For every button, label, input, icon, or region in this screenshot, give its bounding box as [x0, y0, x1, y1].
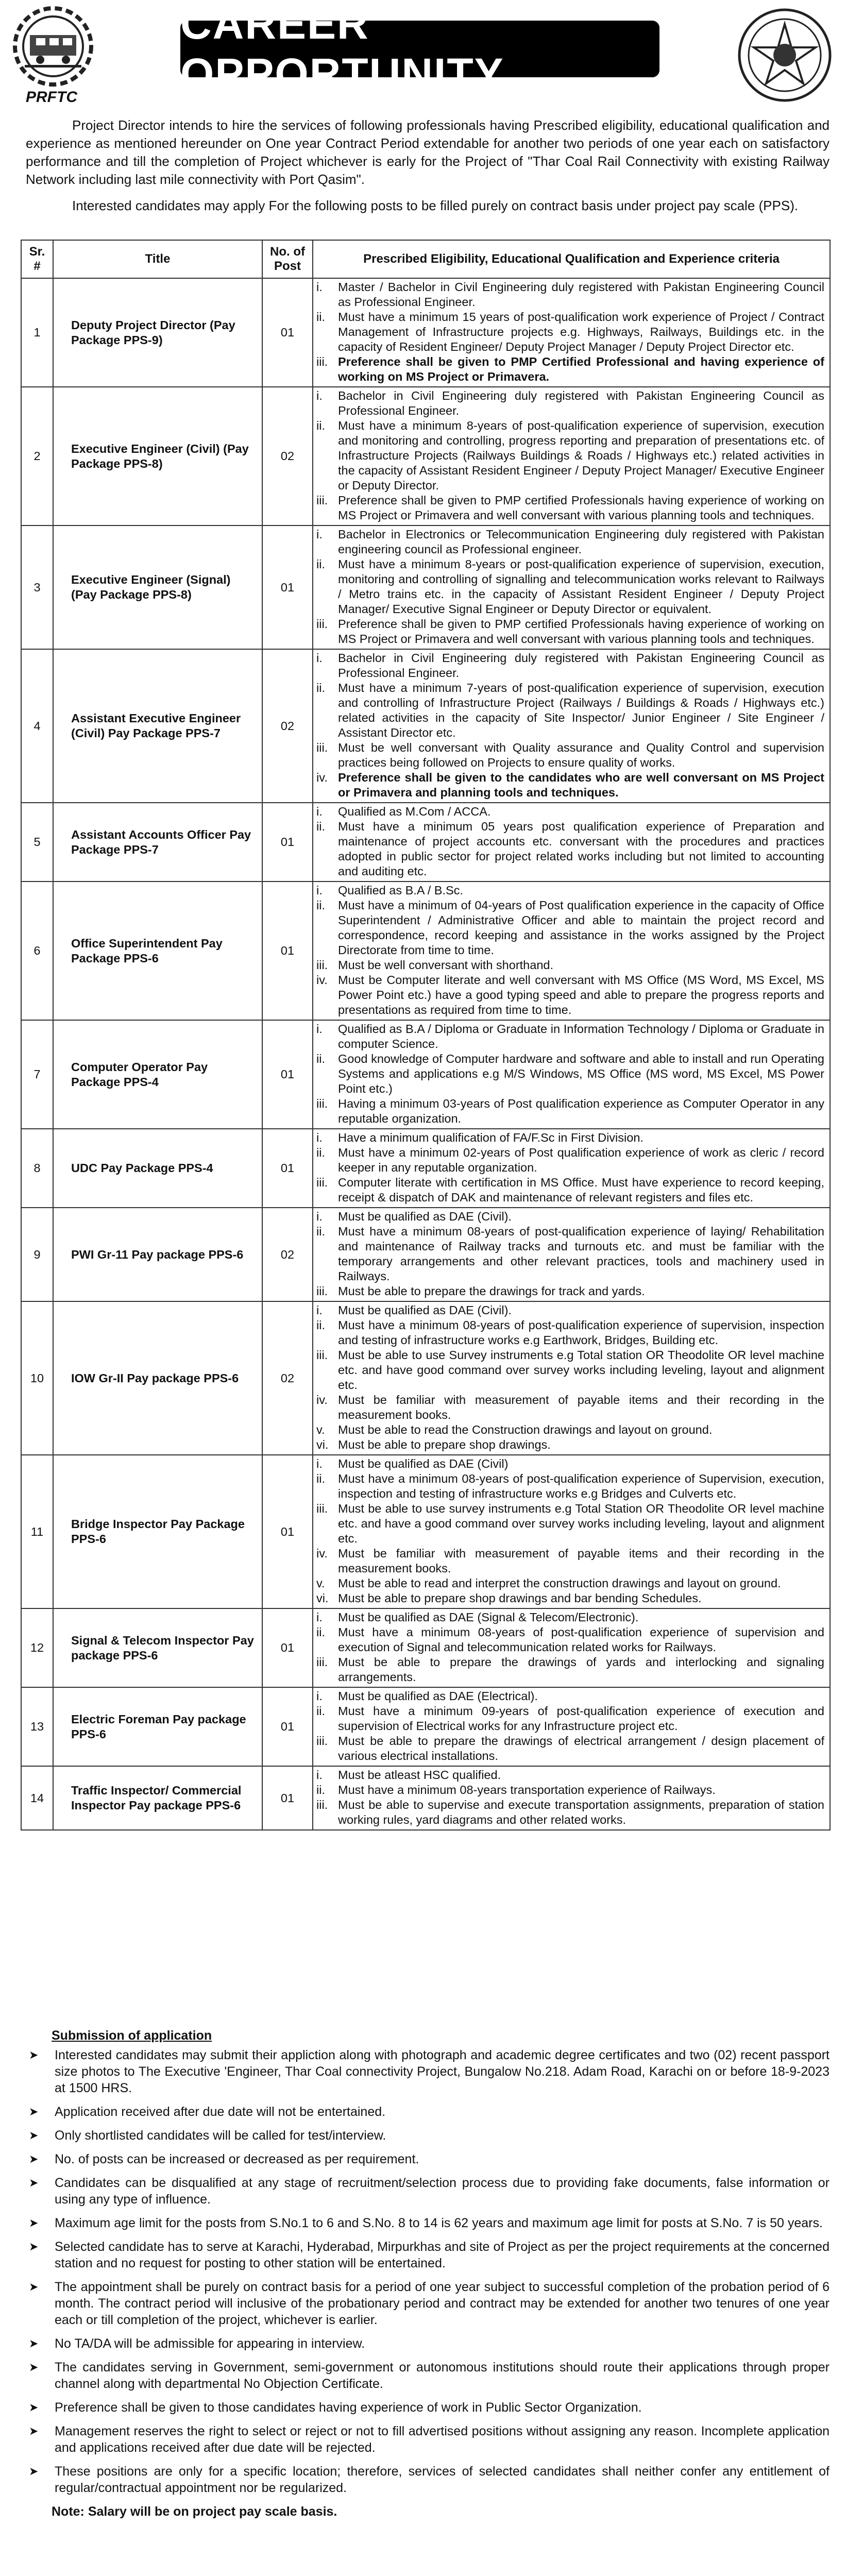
row-post-count: 01: [262, 1129, 313, 1208]
criteria-item: [316, 617, 824, 647]
criteria-text: Must be able to use survey instruments e.g Total Station OR Theodolite OR level machine etc. and have a good command over survey works including leveling, layout and alignment etc.: [338, 1502, 824, 1545]
row-sr-number: 9: [21, 1208, 53, 1301]
criteria-number: ii.: [316, 1225, 325, 1238]
criteria-text: Must be qualified as DAE (Signal & Telecom/Electronic).: [338, 1611, 639, 1624]
table-row: [21, 1301, 830, 1455]
criteria-item: [316, 898, 824, 958]
criteria-number: ii.: [316, 419, 325, 432]
criteria-text: Must be well conversant with shorthand.: [338, 958, 553, 972]
criteria-item: [316, 557, 824, 617]
row-post-count: 01: [262, 1455, 313, 1608]
criteria-list: [316, 1303, 824, 1452]
submission-text: No. of posts can be increased or decreased as per requirement.: [55, 2152, 419, 2166]
submission-item: [26, 2335, 830, 2352]
criteria-text: Must be able to read and interpret the construction drawings and layout on ground.: [338, 1577, 781, 1590]
row-criteria: [313, 1766, 830, 1830]
arrow-bullet-icon: ➤: [29, 2048, 39, 2061]
train-gear-logo: [9, 4, 97, 97]
row-criteria: [313, 1608, 830, 1687]
submission-list: [26, 2047, 830, 2496]
row-post-title: Computer Operator Pay Package PPS-4: [53, 1020, 262, 1129]
criteria-item: [316, 770, 824, 800]
table-row: [21, 882, 830, 1020]
header: [0, 0, 846, 106]
criteria-text: Master / Bachelor in Civil Engineering duly registered with Pakistan Engineering Council as Professional Engineer.: [338, 280, 824, 309]
arrow-bullet-icon: ➤: [29, 2361, 39, 2374]
criteria-text: Qualified as M.Com / ACCA.: [338, 805, 491, 818]
criteria-number: iii.: [316, 1284, 328, 1298]
criteria-item: [316, 651, 824, 681]
criteria-list: [316, 651, 824, 800]
criteria-number: iii.: [316, 741, 328, 754]
criteria-number: ii.: [316, 557, 325, 571]
arrow-bullet-icon: ➤: [29, 2240, 39, 2253]
arrow-bullet-icon: ➤: [29, 2129, 39, 2142]
submission-item: [26, 2104, 830, 2120]
criteria-number: i.: [316, 1303, 323, 1317]
criteria-text: Preference shall be given to the candidates who are well conversant on MS Project or Primavera and planning tools and techniques.: [338, 771, 824, 799]
criteria-item: [316, 1052, 824, 1096]
criteria-number: ii.: [316, 899, 325, 912]
criteria-number: iii.: [316, 494, 328, 507]
row-sr-number: 12: [21, 1608, 53, 1687]
table-row: [21, 1608, 830, 1687]
row-post-count: 01: [262, 882, 313, 1020]
row-post-count: 02: [262, 649, 313, 803]
criteria-item: [316, 1591, 824, 1606]
criteria-number: iii.: [316, 958, 328, 972]
criteria-text: Must have a minimum 8-years or post-qualification experience of supervision, execution, monitoring and controlling of signalling and telecommunication works relevant to Railways / Metro trains etc. in the capacity of Assistant Resident Engineer / Deputy Project Manager/ Executive Signal Engineer or Deputy Director or equivalent.: [338, 557, 824, 616]
criteria-number: i.: [316, 1210, 323, 1223]
row-post-count: 01: [262, 526, 313, 649]
criteria-text: Must have a minimum 05 years post qualification experience of Preparation and maintenance of project accounts etc. conversant with the procedures and practices adopted in public sector for project related works including but not limited to accounting and auditing etc.: [338, 820, 824, 878]
criteria-number: ii.: [316, 1625, 325, 1639]
criteria-text: Must have a minimum 02-years of Post qualification experience of work as cleric / record keeper in any reputable organization.: [338, 1146, 824, 1174]
criteria-text: Must be qualified as DAE (Civil): [338, 1457, 509, 1470]
criteria-number: iii.: [316, 355, 328, 368]
criteria-number: ii.: [316, 1318, 325, 1332]
criteria-item: [316, 1704, 824, 1734]
criteria-item: [316, 1096, 824, 1126]
criteria-text: Preference shall be given to PMP certified Professionals having experience of working on MS Project or Primavera and well conversant with various planning tools and techniques.: [338, 617, 824, 646]
row-criteria: [313, 882, 830, 1020]
header-title: Title: [53, 240, 262, 278]
submission-text: Management reserves the right to select or reject or not to fill advertised positions without assigning any reason. Incomplete application and applications received after due date will be rejected.: [55, 2424, 830, 2455]
criteria-number: ii.: [316, 820, 325, 833]
logo-caption: PRFTC: [26, 89, 77, 106]
row-sr-number: 7: [21, 1020, 53, 1129]
row-post-count: 01: [262, 1608, 313, 1687]
criteria-text: Must be qualified as DAE (Civil).: [338, 1210, 512, 1223]
criteria-item: [316, 973, 824, 1018]
criteria-number: i.: [316, 805, 323, 818]
criteria-number: iv.: [316, 973, 328, 987]
submission-item: [26, 2047, 830, 2096]
submission-heading: Submission of application: [52, 2028, 212, 2043]
criteria-item: [316, 883, 824, 898]
table-row: [21, 1208, 830, 1301]
criteria-item: [316, 1501, 824, 1546]
criteria-text: Must be qualified as DAE (Civil).: [338, 1303, 512, 1317]
intro-text: [26, 116, 830, 223]
row-sr-number: 2: [21, 387, 53, 526]
criteria-text: Have a minimum qualification of FA/F.Sc in First Division.: [338, 1131, 644, 1144]
submission-item: [26, 2359, 830, 2392]
row-sr-number: 10: [21, 1301, 53, 1455]
row-criteria: [313, 278, 830, 387]
table-row: [21, 1766, 830, 1830]
criteria-list: [316, 1209, 824, 1299]
row-post-title: Traffic Inspector/ Commercial Inspector Pay package PPS-6: [53, 1766, 262, 1830]
row-sr-number: 5: [21, 803, 53, 882]
criteria-item: [316, 1224, 824, 1284]
criteria-text: Bachelor in Civil Engineering duly registered with Pakistan Engineering Council as Professional Engineer.: [338, 651, 824, 680]
table-row: [21, 1455, 830, 1608]
criteria-text: Good knowledge of Computer hardware and software and able to install and run Operating Systems and applications e.g M/S Windows, MS Office (MS word, MS Excel, MS Power Point etc.): [338, 1052, 824, 1095]
header-posts: No. of Post: [262, 240, 313, 278]
criteria-list: [316, 1022, 824, 1126]
criteria-text: Must have a minimum 08-years of post-qualification experience of supervision, inspection and testing of infrastructure works e.g Earthwork, Bridges, Building etc.: [338, 1318, 824, 1347]
criteria-number: vi.: [316, 1591, 329, 1605]
header-criteria: Prescribed Eligibility, Educational Qualification and Experience criteria: [313, 240, 830, 278]
criteria-item: [316, 527, 824, 557]
row-post-count: 02: [262, 1208, 313, 1301]
criteria-text: Must have a minimum 08-years of post-qualification experience of laying/ Rehabilitation and maintenance of Railway tracks and turnouts etc. and must be familiar with the temporary arrangements and other relevant practices, tools and machinery used in Railways.: [338, 1225, 824, 1283]
arrow-bullet-icon: ➤: [29, 2401, 39, 2414]
criteria-text: Preference shall be given to PMP Certified Professional and having experience of working on MS Project or Primavera.: [338, 355, 824, 383]
criteria-text: Computer literate with certification in MS Office. Must have experience to record keeping, receipt & dispatch of DAK and maintenance of relevant registers and files etc.: [338, 1176, 824, 1204]
criteria-item: [316, 1689, 824, 1704]
arrow-bullet-icon: ➤: [29, 2105, 39, 2118]
criteria-number: iv.: [316, 1547, 328, 1560]
criteria-number: i.: [316, 1689, 323, 1703]
intro-paragraph-2: Interested candidates may apply For the following posts to be filled purely on contract basis under project pay scale (PPS).: [72, 198, 799, 213]
row-criteria: [313, 1129, 830, 1208]
criteria-item: [316, 1798, 824, 1827]
criteria-list: [316, 1689, 824, 1764]
criteria-text: Must have a minimum 08-years of post-qualification experience of supervision and execution of Signal and telecommunication related works for Railways.: [338, 1625, 824, 1654]
criteria-item: [316, 493, 824, 523]
criteria-number: i.: [316, 280, 323, 294]
row-sr-number: 11: [21, 1455, 53, 1608]
criteria-number: iv.: [316, 1393, 328, 1406]
arrow-bullet-icon: ➤: [29, 2216, 39, 2229]
submission-text: Maximum age limit for the posts from S.No.1 to 6 and S.No. 8 to 14 is 62 years and maximum age limit for posts at S.No. 7 is 50 years.: [55, 2216, 823, 2230]
table-row: [21, 1020, 830, 1129]
submission-item: [26, 2423, 830, 2456]
table-header-row: [21, 240, 830, 278]
criteria-number: ii.: [316, 1704, 325, 1718]
arrow-bullet-icon: ➤: [29, 2425, 39, 2437]
arrow-bullet-icon: ➤: [29, 2153, 39, 2165]
criteria-number: i.: [316, 1457, 323, 1470]
criteria-number: ii.: [316, 1783, 325, 1797]
arrow-bullet-icon: ➤: [29, 2176, 39, 2189]
submission-text: Application received after due date will not be entertained.: [55, 2105, 386, 2119]
row-sr-number: 3: [21, 526, 53, 649]
criteria-item: [316, 1783, 824, 1798]
row-post-count: 01: [262, 1766, 313, 1830]
row-post-count: 01: [262, 803, 313, 882]
submission-item: [26, 2175, 830, 2208]
criteria-number: iii.: [316, 1734, 328, 1748]
criteria-text: Must be able to prepare shop drawings and bar bending Schedules.: [338, 1591, 702, 1605]
page-title-banner: [180, 0, 659, 98]
row-post-title: Bridge Inspector Pay Package PPS-6: [53, 1455, 262, 1608]
intro-paragraph-1: Project Director intends to hire the services of following professionals having Prescribed eligibility, educational qualification and experience as mentioned hereunder on One year Contract Period extendable for another two periods of one year each on satisfactory performance and till the completion of Project whichever is early for the Project of "Thar Coal Rail Connectivity with existing Railway Network including last mile connectivity with Port Qasim".: [26, 117, 830, 187]
criteria-number: iii.: [316, 1176, 328, 1189]
criteria-text: Bachelor in Electronics or Telecommunication Engineering duly registered with Pakistan engineering council as Professional engineer.: [338, 528, 824, 556]
criteria-item: [316, 1422, 824, 1437]
row-post-count: 02: [262, 387, 313, 526]
criteria-item: [316, 958, 824, 973]
row-post-title: IOW Gr-II Pay package PPS-6: [53, 1301, 262, 1455]
criteria-number: iii.: [316, 1798, 328, 1811]
criteria-item: [316, 1022, 824, 1052]
criteria-text: Must be able to read the Construction drawings and layout on ground.: [338, 1423, 713, 1436]
row-criteria: [313, 526, 830, 649]
criteria-item: [316, 1209, 824, 1224]
criteria-item: [316, 1175, 824, 1205]
criteria-number: iv.: [316, 771, 328, 784]
government-seal-logo: [736, 6, 834, 104]
criteria-list: [316, 1768, 824, 1827]
salary-note: Note: Salary will be on project pay scale basis.: [52, 2504, 337, 2519]
criteria-item: [316, 1625, 824, 1655]
row-post-title: Electric Foreman Pay package PPS-6: [53, 1687, 262, 1766]
row-criteria: [313, 387, 830, 526]
row-post-count: 01: [262, 1687, 313, 1766]
criteria-item: [316, 1437, 824, 1452]
submission-item: [26, 2399, 830, 2416]
submission-item: [26, 2239, 830, 2272]
criteria-list: [316, 1610, 824, 1685]
criteria-list: [316, 527, 824, 647]
row-sr-number: 8: [21, 1129, 53, 1208]
posts-table: [21, 240, 831, 1831]
table-row: [21, 1129, 830, 1208]
criteria-item: [316, 310, 824, 354]
row-criteria: [313, 1208, 830, 1301]
criteria-item: [316, 681, 824, 740]
submission-item: [26, 2127, 830, 2144]
criteria-text: Must be able to use Survey instruments e.g Total station OR Theodolite OR level machine etc. and have good command over survey works including leveling, layout and alignment etc.: [338, 1348, 824, 1392]
criteria-list: [316, 804, 824, 879]
criteria-text: Preference shall be given to PMP certified Professionals having experience of working on MS Project or Primavera and well conversant with various planning tools and techniques.: [338, 494, 824, 522]
criteria-number: i.: [316, 1611, 323, 1624]
submission-item: [26, 2463, 830, 2496]
criteria-number: ii.: [316, 310, 325, 324]
criteria-text: Must be familiar with measurement of payable items and their recording in the measurement books.: [338, 1393, 824, 1421]
criteria-item: [316, 1145, 824, 1175]
submission-text: Preference shall be given to those candidates having experience of work in Public Sector Organization.: [55, 2400, 642, 2415]
criteria-number: iii.: [316, 617, 328, 631]
criteria-number: iii.: [316, 1348, 328, 1362]
criteria-item: [316, 1734, 824, 1764]
criteria-number: vi.: [316, 1438, 329, 1451]
submission-text: These positions are only for a specific location; therefore, services of selected candidates shall neither confer any entitlement of regular/contractual appointment nor be regularized.: [55, 2464, 830, 2495]
criteria-text: Must have a minimum 8-years of post-qualification experience of supervision, execution and monitoring and controlling, progress reporting and preparation of presentations etc. of Infrastructure Projects (Railways Buildings & Roads / Highways etc.) related activities in the capacity of Assistant Resident Engineer / Deputy Project Manager/ Executive Engineer or Deputy Director.: [338, 419, 824, 492]
criteria-text: Must be able to prepare the drawings for track and yards.: [338, 1284, 645, 1298]
criteria-number: i.: [316, 1131, 323, 1144]
row-sr-number: 13: [21, 1687, 53, 1766]
criteria-text: Must have a minimum 15 years of post-qualification work experience of Project / Contract Management of Infrastructure projects e.g. Highways, Railways, Buildings etc. in the capacity of Resident Engineer/ Deputy Project Manager / Deputy Project Director etc.: [338, 310, 824, 353]
criteria-list: [316, 388, 824, 523]
table-row: [21, 1687, 830, 1766]
criteria-item: [316, 1471, 824, 1501]
criteria-text: Must be able to prepare the drawings of electrical arrangement / design placement of various electrical installations.: [338, 1734, 824, 1762]
criteria-number: ii.: [316, 1052, 325, 1065]
criteria-text: Must have a minimum of 04-years of Post qualification experience in the capacity of Office Superintendent / Administrative Officer and able to maintain the project record and correspondence, record keeping and assistance in the works assigned by the Project Directorate from time to time.: [338, 899, 824, 957]
criteria-item: [316, 1393, 824, 1422]
criteria-number: ii.: [316, 1146, 325, 1159]
arrow-bullet-icon: ➤: [29, 2280, 39, 2293]
criteria-list: [316, 1130, 824, 1205]
criteria-item: [316, 1768, 824, 1783]
submission-text: The appointment shall be purely on contract basis for a period of one year subject to successful completion of the probation period of 6 month. The contract period will inclusive of the probationary period and contract may be extended for another two tenures of one year each or till completion of the project, whichever is earlier.: [55, 2280, 830, 2327]
criteria-text: Must be qualified as DAE (Electrical).: [338, 1689, 538, 1703]
row-criteria: [313, 1455, 830, 1608]
submission-item: [26, 2151, 830, 2167]
row-sr-number: 14: [21, 1766, 53, 1830]
submission-text: Selected candidate has to serve at Karachi, Hyderabad, Mirpurkhas and site of Project as per the project requirements at the concerned station and no request for posting to other station will be entertained.: [55, 2240, 830, 2270]
criteria-number: i.: [316, 651, 323, 665]
criteria-text: Must be familiar with measurement of payable items and their recording in the measurement books.: [338, 1547, 824, 1575]
submission-text: Interested candidates may submit their appliction along with photograph and academic degree certificates and two (02) recent passport size photos to The Executive 'Engineer, Thar Coal connectivity Project, Bungalow No.218. Adam Road, Karachi on or before 18-9-2023 at 1500 HRS.: [55, 2048, 830, 2095]
criteria-text: Must be able to prepare the drawings of yards and interlocking and signaling arrangements.: [338, 1655, 824, 1684]
criteria-text: Must be well conversant with Quality assurance and Quality Control and supervision practices being followed on Projects to ensure quality of works.: [338, 741, 824, 769]
criteria-number: i.: [316, 389, 323, 402]
submission-text: Candidates can be disqualified at any stage of recruitment/selection process due to providing fake documents, false information or using any type of influence.: [55, 2176, 830, 2207]
criteria-number: i.: [316, 884, 323, 897]
row-post-count: 02: [262, 1301, 313, 1455]
criteria-list: [316, 280, 824, 384]
criteria-text: Qualified as B.A / B.Sc.: [338, 884, 463, 897]
criteria-number: iii.: [316, 1097, 328, 1110]
criteria-text: Qualified as B.A / Diploma or Graduate in Information Technology / Diploma or Graduate in computer Science.: [338, 1022, 824, 1050]
criteria-list: [316, 1456, 824, 1606]
criteria-item: [316, 388, 824, 418]
criteria-number: iii.: [316, 1502, 328, 1515]
row-post-title: Signal & Telecom Inspector Pay package PPS-6: [53, 1608, 262, 1687]
row-post-title: PWI Gr-11 Pay package PPS-6: [53, 1208, 262, 1301]
criteria-number: ii.: [316, 681, 325, 694]
submission-item: [26, 2215, 830, 2231]
criteria-number: v.: [316, 1577, 325, 1590]
criteria-item: [316, 418, 824, 493]
row-sr-number: 4: [21, 649, 53, 803]
criteria-list: [316, 883, 824, 1018]
table-row: [21, 803, 830, 882]
criteria-text: Bachelor in Civil Engineering duly registered with Pakistan Engineering Council as Professional Engineer.: [338, 389, 824, 417]
row-sr-number: 1: [21, 278, 53, 387]
row-criteria: [313, 1687, 830, 1766]
submission-text: The candidates serving in Government, semi-government or autonomous institutions should route their applications through proper channel along with departmental No Objection Certificate.: [55, 2360, 830, 2391]
row-post-title: Executive Engineer (Civil) (Pay Package PPS-8): [53, 387, 262, 526]
criteria-item: [316, 1284, 824, 1299]
submission-text: No TA/DA will be admissible for appearing in interview.: [55, 2336, 365, 2351]
criteria-item: [316, 280, 824, 310]
criteria-text: Must be able to supervise and execute transportation assignments, preparation of station working rules, yard diagrams and other related works.: [338, 1798, 824, 1826]
criteria-text: Must have a minimum 7-years of post-qualification experience of supervision, execution and controlling of Infrastructure Project (Railways / Buildings & Roads / Highways etc.) related activities in the capacity of Site Inspector/ Junior Engineer / Site Engineer / Assistant Director etc.: [338, 681, 824, 739]
criteria-text: Must be atleast HSC qualified.: [338, 1768, 501, 1782]
row-post-title: Office Superintendent Pay Package PPS-6: [53, 882, 262, 1020]
row-post-title: Deputy Project Director (Pay Package PPS-9): [53, 278, 262, 387]
row-sr-number: 6: [21, 882, 53, 1020]
row-criteria: [313, 803, 830, 882]
criteria-number: v.: [316, 1423, 325, 1436]
table-row: [21, 278, 830, 387]
table-row: [21, 387, 830, 526]
criteria-item: [316, 1456, 824, 1471]
criteria-text: Must have a minimum 09-years of post-qualification experience of execution and supervision of Electrical works for any Infrastructure project etc.: [338, 1704, 824, 1733]
criteria-number: i.: [316, 528, 323, 541]
criteria-item: [316, 1348, 824, 1393]
row-post-title: Assistant Executive Engineer (Civil) Pay Package PPS-7: [53, 649, 262, 803]
criteria-item: [316, 354, 824, 384]
row-post-count: 01: [262, 1020, 313, 1129]
submission-section: [26, 2027, 830, 2520]
row-post-title: Assistant Accounts Officer Pay Package PPS-7: [53, 803, 262, 882]
row-criteria: [313, 1020, 830, 1129]
table-row: [21, 649, 830, 803]
criteria-number: i.: [316, 1022, 323, 1036]
criteria-number: i.: [316, 1768, 323, 1782]
criteria-text: Must have a minimum 08-years of post-qualification experience of Supervision, execution, inspection and testing of infrastructure works e.g Bridges and Culverts etc.: [338, 1472, 824, 1500]
row-criteria: [313, 1301, 830, 1455]
criteria-item: [316, 819, 824, 879]
criteria-item: [316, 1303, 824, 1318]
criteria-text: Having a minimum 03-years of Post qualification experience as Computer Operator in any reputable organization.: [338, 1097, 824, 1125]
criteria-number: ii.: [316, 1472, 325, 1485]
criteria-item: [316, 1610, 824, 1625]
arrow-bullet-icon: ➤: [29, 2465, 39, 2478]
criteria-item: [316, 1576, 824, 1591]
header-sr: Sr. #: [21, 240, 53, 278]
submission-item: [26, 2279, 830, 2328]
criteria-item: [316, 740, 824, 770]
criteria-number: iii.: [316, 1655, 328, 1669]
criteria-item: [316, 1546, 824, 1576]
submission-text: Only shortlisted candidates will be called for test/interview.: [55, 2128, 386, 2143]
criteria-item: [316, 1130, 824, 1145]
criteria-text: Must be able to prepare shop drawings.: [338, 1438, 551, 1451]
table-body: [21, 278, 830, 1830]
criteria-item: [316, 1655, 824, 1685]
criteria-item: [316, 804, 824, 819]
row-post-count: 01: [262, 278, 313, 387]
criteria-item: [316, 1318, 824, 1348]
row-post-title: Executive Engineer (Signal) (Pay Package PPS-8): [53, 526, 262, 649]
row-post-title: UDC Pay Package PPS-4: [53, 1129, 262, 1208]
table-row: [21, 526, 830, 649]
criteria-text: Must be Computer literate and well conversant with MS Office (MS Word, MS Excel, MS Power Point etc.) have a good typing speed and able to prepare the progress reports and presentations as required from time to time.: [338, 973, 824, 1016]
criteria-text: Must have a minimum 08-years transportation experience of Railways.: [338, 1783, 716, 1797]
arrow-bullet-icon: ➤: [29, 2337, 39, 2350]
page-title: CAREER OPPORTUNITY: [180, 0, 504, 98]
row-criteria: [313, 649, 830, 803]
